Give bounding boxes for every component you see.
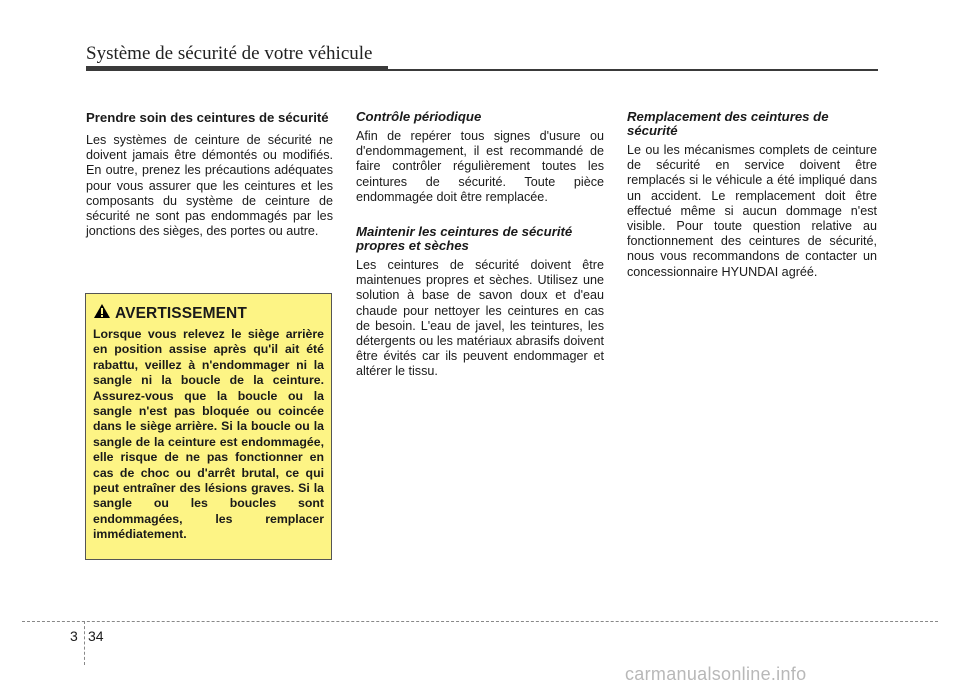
section-body-keep-clean: Les ceintures de sécurité doivent être maintenues propres et sèches. Utilisez une solution à base de savon doux et d'eau chaude pour nettoyer les ceintures en cas de besoin. L'eau de javel, les teintures, les détergents ou les matériaux abrasifs doivent être évités car ils peuvent endommager et altérer le tissu. xyxy=(356,258,604,379)
page-header-title: Système de sécurité de votre véhicule xyxy=(86,43,373,64)
chapter-number: 3 xyxy=(70,628,78,644)
watermark: carmanualsonline.info xyxy=(625,664,807,684)
column-right xyxy=(627,110,877,300)
section-body-care: Les systèmes de ceinture de sécurité ne doivent jamais être démontés ou modifiés. En outre, prenez les précautions adéquates pour vous assurer que les ceintures et les composants du système de ceinture de sécurité ne sont pas endommagés par les jonctions des sièges, des portes ou autre. xyxy=(86,133,333,239)
warning-box xyxy=(85,293,332,560)
footer-divider xyxy=(84,621,85,665)
section-body-periodic-check: Afin de repérer tous signes d'usure ou d'endommagement, il est recommandé de faire contrôler régulièrement toutes les ceintures de sécurité. Toute pièce endommagée doit être remplacée. xyxy=(356,129,604,204)
section-heading-keep-clean: Maintenir les ceintures de sécurité propres et sèches xyxy=(356,224,573,254)
section-heading-replacement: Remplacement des ceintures de sécurité xyxy=(627,109,829,138)
section-body-replacement: Le ou les mécanismes complets de ceinture de sécurité en service doivent être remplacés si le véhicule a été impliqué dans un accident. Le remplacement doit être effectué même si aucun dommage n'est visible. Pour toute question relative au fonctionnement des ceintures de sécurité, nous vous recommandons de contacter un concessionnaire HYUNDAI agréé. xyxy=(627,143,877,279)
footer-rule xyxy=(22,621,938,622)
warning-title: AVERTISSEMENT xyxy=(115,304,247,322)
page-number: 34 xyxy=(88,628,104,644)
header-bar xyxy=(86,66,388,71)
section-heading-care: Prendre soin des ceintures de sécurité xyxy=(86,110,329,125)
column-middle xyxy=(356,110,604,400)
warning-triangle-icon xyxy=(93,303,111,324)
column-left xyxy=(86,110,333,259)
header-rule xyxy=(388,69,878,71)
warning-body: Lorsque vous relevez le siège arrière en position assise après qu'il ait été rabattu, veillez à n'endommager ni la sangle ni la boucle de la ceinture. Assurez-vous que la boucle ou la sangle n'est pas bloquée ou coincée dans le siège arrière. Si la boucle ou la sangle de la ceinture est endommagée, elle risque de ne pas fonctionner en cas de choc ou d'arrêt brutal, ce qui peut entraîner des lésions graves. Si la sangle ou les boucles sont endommagées, les remplacer immédiatement. xyxy=(93,327,324,542)
section-heading-periodic-check: Contrôle périodique xyxy=(356,109,482,124)
